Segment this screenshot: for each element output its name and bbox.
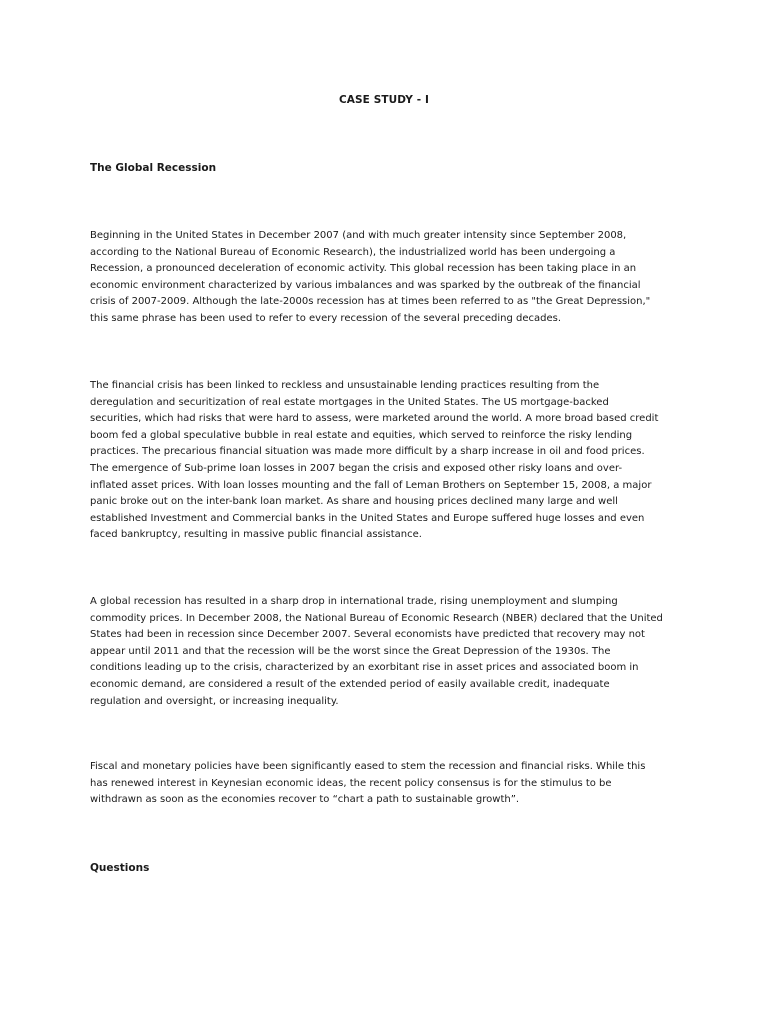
paragraph-line: conditions leading up to the crisis, characterized by an exorbitant rise in asset prices and associated boom in xyxy=(90,662,639,674)
paragraph-line: inflated asset prices. With loan losses mounting and the fall of Leman Brothers on September 15, 2008, a major xyxy=(90,479,652,491)
section-heading: The Global Recession xyxy=(90,162,217,174)
paragraph-2 xyxy=(90,378,690,544)
paragraph-1 xyxy=(90,228,690,328)
questions-heading: Questions xyxy=(90,862,150,874)
paragraph-line: appear until 2011 and that the recession will be the worst since the Great Depression of the 1930s. The xyxy=(90,645,611,657)
paragraph-line: A global recession has resulted in a sharp drop in international trade, rising unemployment and slumping xyxy=(90,596,618,607)
paragraph-line: this same phrase has been used to refer to every recession of the several preceding decades. xyxy=(90,312,562,324)
paragraph-line: commodity prices. In December 2008, the National Bureau of Economic Research (NBER) declared that the United xyxy=(90,612,663,624)
paragraph-line: economic demand, are considered a result of the extended period of easily available credit, inadequate xyxy=(90,678,610,690)
paragraph-line: faced bankruptcy, resulting in massive public financial assistance. xyxy=(90,529,422,541)
paragraph-line: economic environment characterized by various imbalances and was sparked by the outbreak of the financial xyxy=(90,279,641,291)
paragraph-line: regulation and oversight, or increasing inequality. xyxy=(90,695,339,707)
paragraph-line: Beginning in the United States in December 2007 (and with much greater intensity since September 2008, xyxy=(90,230,627,241)
paragraph-line: withdrawn as soon as the economies recover to “chart a path to sustainable growth”. xyxy=(90,794,520,806)
paragraph-line: crisis of 2007-2009. Although the late-2000s recession has at times been referred to as "the Great Depression," xyxy=(90,296,651,308)
paragraph-line: has renewed interest in Keynesian economic ideas, the recent policy consensus is for the stimulus to be xyxy=(90,777,612,789)
paragraph-line: deregulation and securitization of real estate mortgages in the United States. The US mortgage-backed xyxy=(90,396,609,408)
paragraph-line: The financial crisis has been linked to reckless and unsustainable lending practices resulting from the xyxy=(90,380,600,391)
paragraph-line: States had been in recession since December 2007. Several economists have predicted that recovery may not xyxy=(90,629,645,641)
paragraph-line: according to the National Bureau of Economic Research), the industrialized world has been undergoing a xyxy=(90,246,616,258)
paragraph-line: practices. The precarious financial situation was made more difficult by a sharp increase in oil and food prices. xyxy=(90,446,645,458)
paragraph-line: boom fed a global speculative bubble in real estate and equities, which served to reinforce the risky lending xyxy=(90,429,633,441)
paragraph-line: securities, which had risks that were hard to assess, were marketed around the world. A more broad based credit xyxy=(90,413,659,425)
document-title: CASE STUDY - I xyxy=(338,94,429,106)
paragraph-line: The emergence of Sub-prime loan losses in 2007 began the crisis and exposed other risky loans and over- xyxy=(90,462,623,474)
paragraph-line: established Investment and Commercial banks in the United States and Europe suffered huge losses and even xyxy=(90,512,645,524)
paragraph-line: panic broke out on the inter-bank loan market. As share and housing prices declined many large and well xyxy=(90,496,618,508)
paragraph-line: Recession, a pronounced deceleration of economic activity. This global recession has been taking place in an xyxy=(90,263,637,275)
paragraph-line: Fiscal and monetary policies have been significantly eased to stem the recession and financial risks. While this xyxy=(90,761,646,772)
paragraph-4 xyxy=(90,759,690,809)
paragraph-3 xyxy=(90,594,690,710)
